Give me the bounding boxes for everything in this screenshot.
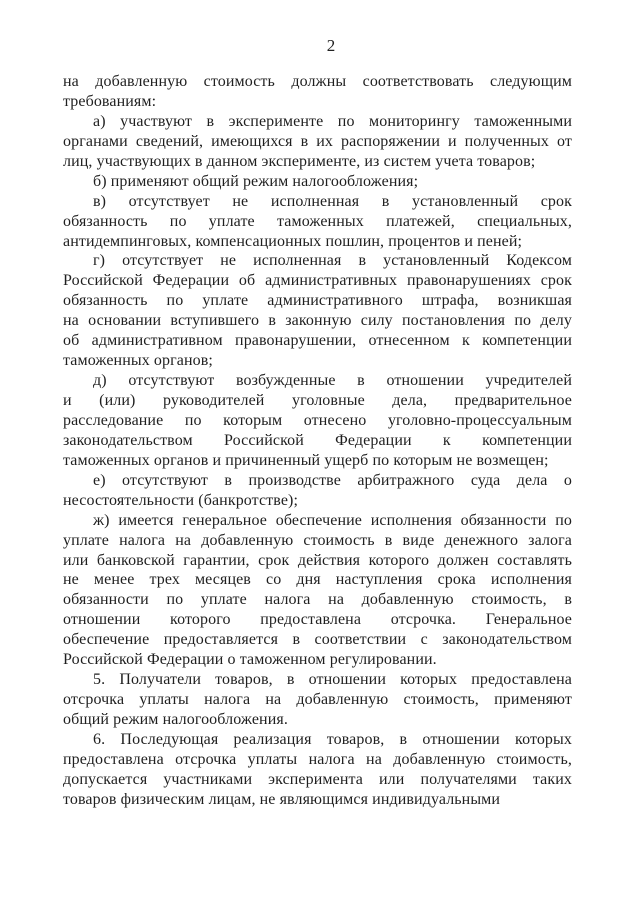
text-line: обеспечение предоставляется в соответствии с законодательством: [63, 631, 572, 649]
text-line: органами сведений, имеющихся в их распоряжении и полученных от: [63, 132, 572, 150]
text-line: б) применяют общий режим налогообложения;: [93, 172, 419, 190]
text-line: на основании вступившего в законную силу постановления по делу: [63, 312, 572, 330]
text-line: антидемпинговых, компенсационных пошлин, процентов и пеней;: [63, 232, 523, 250]
text-line: г) отсутствует не исполненная в установленный Кодексом: [93, 252, 572, 270]
text-line: допускается участниками эксперимента или получателями таких: [63, 770, 572, 788]
text-line: или банковской гарантии, срок действия которого должен составлять: [63, 551, 572, 569]
text-line: товаров физическим лицам, не являющимся индивидуальными: [63, 790, 501, 808]
text-line: не менее трех месяцев со дня наступления срока исполнения: [63, 571, 572, 589]
paragraph: [63, 251, 572, 371]
page-number: 2: [326, 36, 336, 55]
text-line: ж) имеется генеральное обеспечение исполнения обязанности по: [93, 511, 572, 529]
text-line: расследование по которым отнесено уголовно-процессуальным: [63, 411, 572, 429]
text-line: предоставлена отсрочка уплаты налога на добавленную стоимость,: [63, 750, 572, 768]
text-line: уплате налога на добавленную стоимость в виде денежного залога: [63, 531, 572, 549]
text-line: в) отсутствует не исполненная в установленный срок: [93, 192, 572, 210]
paragraph: [63, 172, 572, 192]
paragraph: [63, 112, 572, 172]
text-line: и (или) руководителей уголовные дела, предварительное: [63, 392, 572, 409]
text-line: обязанности по уплате налога на добавленную стоимость, в: [63, 591, 572, 609]
text-line: таможенных органов;: [63, 352, 213, 370]
text-line: Российской Федерации об административных правонарушениях срок: [63, 272, 572, 290]
text-line: требованиям:: [63, 92, 157, 110]
text-line: законодательством Российской Федерации к компетенции: [63, 431, 572, 449]
text-line: обязанность по уплате административного штрафа, возникшая: [63, 292, 572, 310]
paragraph: [63, 471, 572, 511]
paragraph: [63, 511, 572, 671]
paragraph: [63, 192, 572, 252]
text-line: таможенных органов и причиненный ущерб по которым не возмещен;: [63, 451, 549, 469]
text-line: а) участвуют в эксперименте по мониторингу таможенными: [93, 112, 572, 130]
text-line: об административном правонарушении, отнесенном к компетенции: [63, 332, 572, 350]
text-line: несостоятельности (банкротстве);: [63, 491, 299, 509]
text-line: 5. Получатели товаров, в отношении которых предоставлена: [93, 671, 572, 689]
text-line: Российской Федерации о таможенном регулировании.: [63, 651, 437, 669]
text-line: на добавленную стоимость должны соответствовать следующим: [63, 73, 572, 90]
text-line: лиц, участвующих в данном эксперименте, из систем учета товаров;: [63, 152, 536, 170]
text-line: отсрочка уплаты налога на добавленную стоимость, применяют: [63, 691, 572, 709]
paragraph: [63, 730, 572, 810]
paragraph: [63, 371, 572, 471]
text-line: обязанность по уплате таможенных платежей, специальных,: [63, 212, 572, 230]
text-line: е) отсутствуют в производстве арбитражного суда дела о: [93, 471, 572, 489]
text-line: 6. Последующая реализация товаров, в отношении которых: [93, 730, 572, 748]
document-body: [63, 72, 572, 810]
text-line: общий режим налогообложения.: [63, 711, 288, 728]
text-line: отношении которого предоставлена отсрочка. Генеральное: [63, 611, 572, 629]
paragraph: [63, 670, 572, 730]
text-line: д) отсутствуют возбужденные в отношении учредителей: [93, 372, 572, 390]
paragraph: [63, 72, 572, 112]
